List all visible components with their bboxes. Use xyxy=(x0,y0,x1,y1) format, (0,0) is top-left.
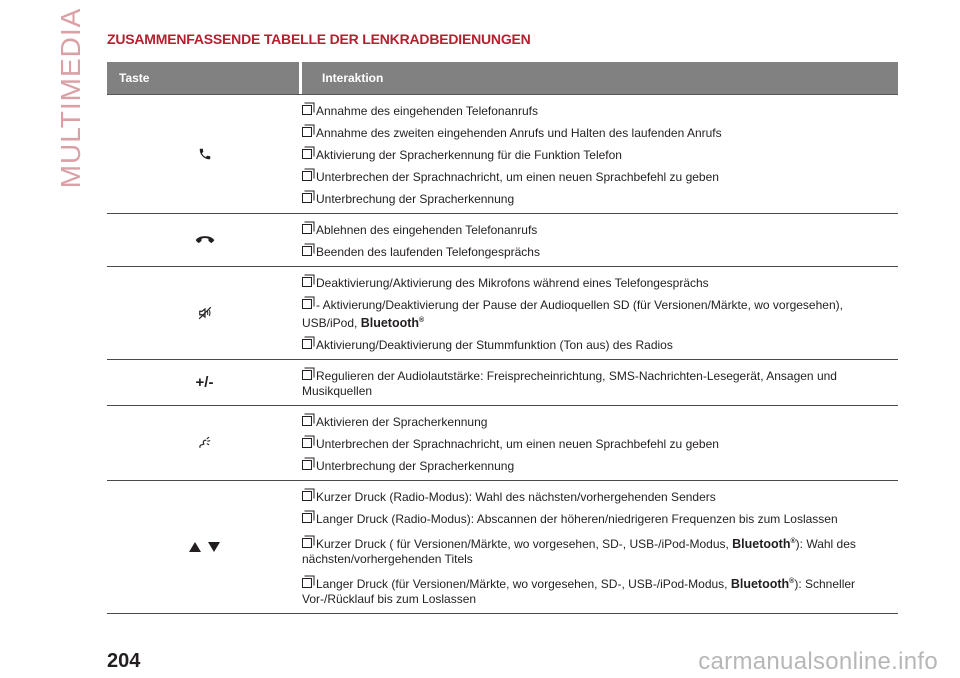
item-text: Kurzer Druck ( für Versionen/Märkte, wo vorgesehen, SD-, USB-/iPod-Modus, xyxy=(316,537,733,552)
table-row xyxy=(107,214,898,267)
header-interaction: Interaktion xyxy=(322,71,384,85)
list-item xyxy=(302,534,898,567)
page-number: 204 xyxy=(107,650,141,672)
interaction-cell xyxy=(302,214,898,266)
list-item xyxy=(302,148,898,163)
interaction-cell xyxy=(302,481,898,613)
interaction-cell xyxy=(302,406,898,480)
registered-mark: ® xyxy=(790,538,796,546)
item-text: Aktivierung der Spracherkennung für die Funktion Telefon xyxy=(316,148,622,162)
item-text: Ablehnen des eingehenden Telefonanrufs xyxy=(316,223,538,237)
item-text: Aktivierung/Deaktivierung der Stummfunktion (Ton aus) des Radios xyxy=(316,338,673,353)
interaction-cell xyxy=(302,267,898,359)
up-down-arrows-icon xyxy=(107,481,302,613)
item-text: Langer Druck (für Versionen/Märkte, wo vorgesehen, SD-, USB-/iPod-Modus, xyxy=(316,577,731,592)
table-body xyxy=(107,95,898,614)
interaction-cell xyxy=(302,360,898,405)
checkbox-bullet-icon xyxy=(302,460,312,470)
checkbox-bullet-icon xyxy=(302,246,312,256)
item-text-after: ): Wahl des nächsten/vorhergehenden Titels xyxy=(302,537,856,567)
bluetooth-brand: Bluetooth® xyxy=(360,316,425,331)
item-text: Deaktivierung/Aktivierung des Mikrofons während eines Telefongesprächs xyxy=(316,276,709,290)
list-item xyxy=(302,459,898,474)
list-item xyxy=(302,338,898,353)
checkbox-bullet-icon xyxy=(302,224,312,234)
checkbox-bullet-icon xyxy=(302,578,312,588)
table-header xyxy=(107,62,898,95)
interaction-cell xyxy=(302,95,898,213)
checkbox-bullet-icon xyxy=(302,491,312,501)
volume-key-label: +/- xyxy=(195,374,214,392)
checkbox-bullet-icon xyxy=(302,513,312,523)
list-item xyxy=(302,437,898,452)
list-item xyxy=(302,104,898,119)
checkbox-bullet-icon xyxy=(302,370,312,380)
list-item xyxy=(302,490,898,505)
checkbox-bullet-icon xyxy=(302,416,312,426)
item-text: Beenden des laufenden Telefongesprächs xyxy=(316,245,540,259)
watermark: carmanualsonline.info xyxy=(698,648,938,675)
list-item xyxy=(302,298,898,331)
list-item xyxy=(302,192,898,207)
checkbox-bullet-icon xyxy=(302,127,312,137)
table-row xyxy=(107,360,898,406)
mute-icon xyxy=(107,267,302,359)
checkbox-bullet-icon xyxy=(302,105,312,115)
checkbox-bullet-icon xyxy=(302,149,312,159)
registered-mark: ® xyxy=(789,578,795,586)
list-item xyxy=(302,126,898,141)
list-item xyxy=(302,574,898,607)
item-text-after: ): Schneller Vor-/Rücklauf bis zum Loslassen xyxy=(302,577,856,607)
list-item xyxy=(302,170,898,185)
checkbox-bullet-icon xyxy=(302,171,312,181)
item-text: Unterbrechung der Spracherkennung xyxy=(316,192,515,206)
table-row xyxy=(107,481,898,614)
list-item xyxy=(302,223,898,238)
list-item xyxy=(302,245,898,260)
list-item xyxy=(302,512,898,527)
key-label xyxy=(107,360,302,405)
item-text: Regulieren der Audiolautstärke: Freisprecheinrichtung, SMS-Nachrichten-Lesegerät, Ansagen und Musikquellen xyxy=(302,369,837,399)
checkbox-bullet-icon xyxy=(302,339,312,349)
item-text: Annahme des zweiten eingehenden Anrufs und Halten des laufenden Anrufs xyxy=(316,126,722,140)
phone-hangup-icon xyxy=(107,214,302,266)
voice-command-icon xyxy=(107,406,302,480)
page-title: ZUSAMMENFASSENDE TABELLE DER LENKRADBEDIENUNGEN xyxy=(107,31,531,47)
item-text: Langer Druck (Radio-Modus): Abscannen der höheren/niedrigeren Frequenzen bis zum Loslassen xyxy=(316,512,838,527)
list-item xyxy=(302,369,898,399)
registered-mark: ® xyxy=(419,317,425,324)
item-text: Unterbrechen der Sprachnachricht, um einen neuen Sprachbefehl zu geben xyxy=(316,437,719,452)
item-text: Unterbrechung der Spracherkennung xyxy=(316,459,515,474)
table-row xyxy=(107,406,898,481)
item-text: Aktivieren der Spracherkennung xyxy=(316,415,488,430)
item-text: Kurzer Druck (Radio-Modus): Wahl des nächsten/vorhergehenden Senders xyxy=(316,490,716,505)
checkbox-bullet-icon xyxy=(302,277,312,287)
checkbox-bullet-icon xyxy=(302,299,312,309)
table-row xyxy=(107,95,898,214)
section-side-label: MULTIMEDIA xyxy=(55,7,86,189)
list-item xyxy=(302,415,898,430)
item-text: Unterbrechen der Sprachnachricht, um einen neuen Sprachbefehl zu geben xyxy=(316,170,719,184)
checkbox-bullet-icon xyxy=(302,538,312,548)
phone-answer-icon xyxy=(107,95,302,213)
item-text: Annahme des eingehenden Telefonanrufs xyxy=(316,104,538,118)
table-row xyxy=(107,267,898,360)
checkbox-bullet-icon xyxy=(302,193,312,203)
bluetooth-brand: Bluetooth® xyxy=(732,537,796,552)
header-key: Taste xyxy=(107,62,302,94)
list-item xyxy=(302,276,898,291)
checkbox-bullet-icon xyxy=(302,438,312,448)
controls-table xyxy=(107,62,898,614)
bluetooth-brand: Bluetooth® xyxy=(730,577,795,592)
item-text: - Aktivierung/Deaktivierung der Pause der Audioquellen SD (für Versionen/Märkte, wo vorgesehen), USB/iPod, xyxy=(302,298,843,331)
